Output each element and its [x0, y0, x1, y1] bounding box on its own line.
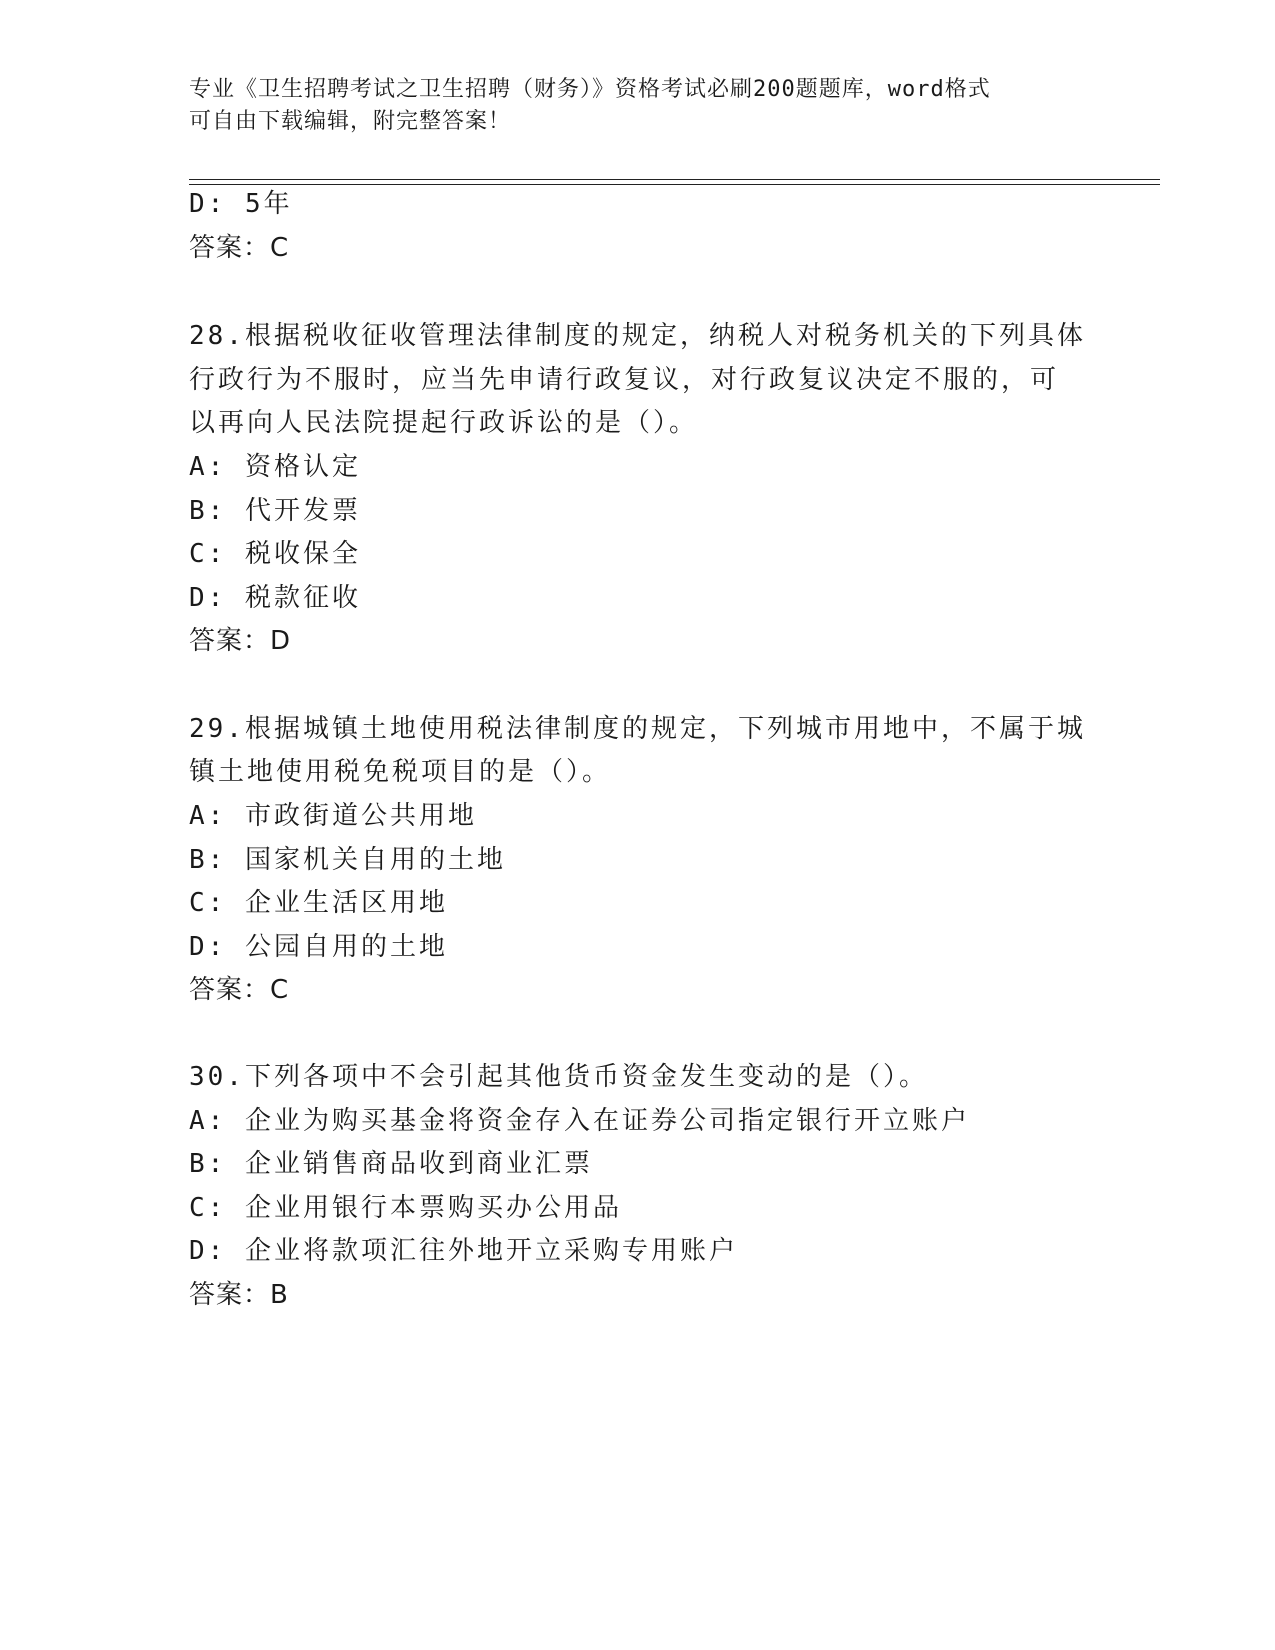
header-divider-bottom: [189, 184, 1160, 185]
q28-option-b: B: 代开发票: [189, 496, 361, 526]
q30-line-1: 30.下列各项中不会引起其他货币资金发生变动的是（）。: [189, 1062, 928, 1092]
q28-line-1: 28.根据税收征收管理法律制度的规定，纳税人对税务机关的下列具体: [189, 321, 1086, 351]
q29-line-1: 29.根据城镇土地使用税法律制度的规定，下列城市用地中，不属于城: [189, 714, 1086, 744]
q29-option-c: C: 企业生活区用地: [189, 888, 448, 918]
q28-option-c: C: 税收保全: [189, 539, 361, 569]
q29-answer: 答案：C: [189, 975, 290, 1005]
q30-answer: 答案：B: [189, 1280, 289, 1310]
prev-answer: 答案：C: [189, 233, 290, 263]
q30-option-a: A: 企业为购买基金将资金存入在证券公司指定银行开立账户: [189, 1106, 970, 1136]
prev-option-d: D: 5年: [189, 189, 293, 219]
q29-option-d: D: 公园自用的土地: [189, 932, 448, 962]
q29-option-a: A: 市政街道公共用地: [189, 801, 477, 831]
header-divider-top: [189, 179, 1160, 180]
q28-line-3: 以再向人民法院提起行政诉讼的是（）。: [189, 408, 699, 438]
header-line-1: 专业《卫生招聘考试之卫生招聘（财务）》资格考试必刷200题题库，word格式: [189, 77, 991, 102]
q28-line-2: 行政行为不服时，应当先申请行政复议，对行政复议决定不服的，可: [189, 365, 1060, 395]
document-header: [189, 74, 1069, 138]
q28-answer: 答案：D: [189, 626, 292, 656]
q28-option-d: D: 税款征收: [189, 583, 361, 613]
q30-option-c: C: 企业用银行本票购买办公用品: [189, 1193, 622, 1223]
q28-option-a: A: 资格认定: [189, 452, 361, 482]
q30-option-d: D: 企业将款项汇往外地开立采购专用账户: [189, 1236, 738, 1266]
q29-option-b: B: 国家机关自用的土地: [189, 845, 506, 875]
q29-line-2: 镇土地使用税免税项目的是（）。: [189, 757, 612, 787]
q30-option-b: B: 企业销售商品收到商业汇票: [189, 1149, 593, 1179]
header-line-2: 可自由下载编辑，附完整答案！: [189, 109, 512, 134]
